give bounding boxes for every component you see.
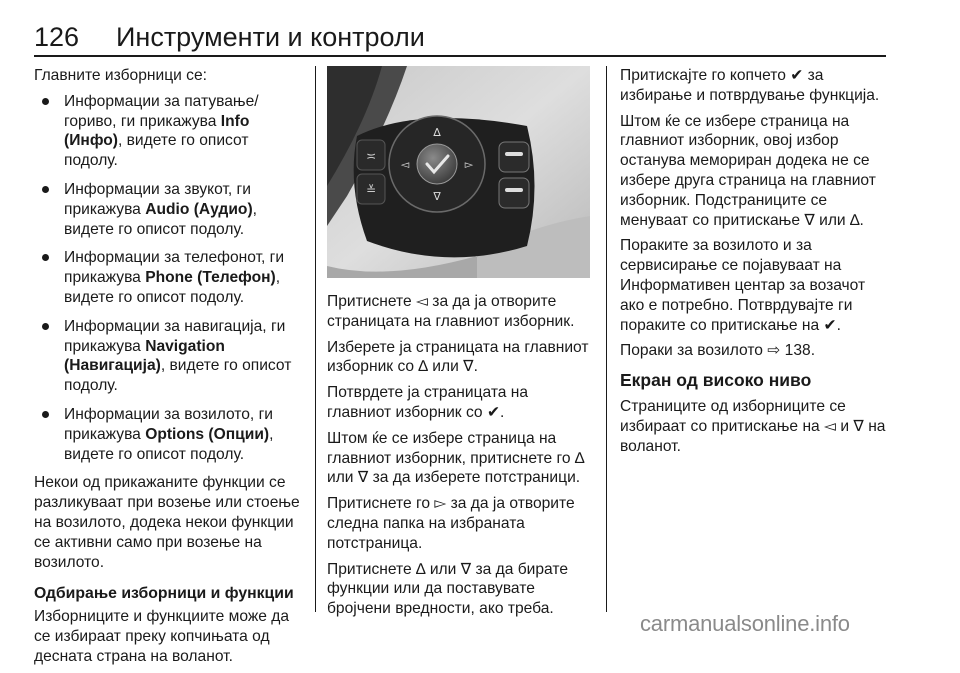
svg-text:≚: ≚ <box>365 183 377 197</box>
column-2 <box>327 66 595 625</box>
list-item: Информации за возилото, ги прикажува Options (Опции), видете го описот подолу. <box>34 405 300 464</box>
note-text: Некои од прикажаните функции се разликуваат при возење или стоење на возилото, додека некои функции се активни само при возење на возилото. <box>34 474 300 571</box>
section-body: Изборниците и функциите може да се избираат преку копчињата од десната страна на воланот. <box>34 608 290 665</box>
watermark: carmanualsonline.info <box>640 611 850 636</box>
bullet-icon <box>42 411 49 418</box>
column-3 <box>620 66 892 463</box>
column-divider-1 <box>315 66 316 612</box>
cross-reference: Пораки за возилото ⇨ 138. <box>620 342 816 360</box>
high-level-body: Страниците од изборниците се избираат со притискање на ◅ и ∇ на воланот. <box>620 398 886 455</box>
bullet-icon <box>42 323 49 330</box>
column-divider-2 <box>606 66 607 612</box>
column-1 <box>34 66 300 673</box>
instruction-3: Потврдете ја страницата на главниот изборник со ✔. <box>327 384 529 421</box>
page-header <box>34 22 886 52</box>
instruction-2: Изберете ја страницата на главниот изборник со ∆ или ∇. <box>327 338 589 376</box>
section-heading: Одбирање изборници и функции <box>34 585 294 603</box>
svg-text:∆: ∆ <box>433 126 441 139</box>
instruction-6: Притиснете ∆ или ∇ за да бирате функции или да поставувате бројчени вредности, ако треба. <box>327 560 569 618</box>
instruction-4: Штом ќе се избере страница на главниот изборник, притиснете го ∆ или ∇ за да изберете потстраници. <box>327 429 585 487</box>
section-heading-high-level: Екран од високо ниво <box>620 370 812 391</box>
chapter-title: Инструменти и контроли <box>116 22 425 52</box>
svg-text:▻: ▻ <box>464 158 474 171</box>
header-rule <box>34 55 886 57</box>
intro-text: Главните изборници се: <box>34 67 207 84</box>
bullet-icon <box>42 254 49 261</box>
list-item: Информации за патување/гориво, ги прикажува Info (Инфо), видете го описот подолу. <box>34 92 300 171</box>
confirm-text: Притискајте го копчето ✔ за избирање и потврдување функција. <box>620 67 880 104</box>
memory-text: Штом ќе се избере страница на главниот изборник, овој избор останува мемориран додека не се избере друга страница на главниот изборник. Подстраниците се менуваат со притискање ∇ или ∆. <box>620 112 876 229</box>
messages-text: Пораките за возилото и за сервисирање се појавуваат на Информативен центар за возачот ако е потребно. Потврдувајте ги пораките со притискање на ✔. <box>620 237 866 334</box>
svg-text:∇: ∇ <box>433 190 441 203</box>
svg-text:≍: ≍ <box>365 149 377 163</box>
list-item: Информации за звукот, ги прикажува Audio (Аудио), видете го описот подолу. <box>34 180 300 239</box>
list-item: Информации за навигација, ги прикажува Navigation (Навигација), видете го описот подолу. <box>34 317 300 396</box>
bullet-icon <box>42 186 49 193</box>
list-item: Информации за телефонот, ги прикажува Phone (Телефон), видете го описот подолу. <box>34 248 300 307</box>
bullet-icon <box>42 98 49 105</box>
menu-list <box>34 92 300 465</box>
steering-wheel-controls-photo <box>327 66 590 278</box>
page-number: 126 <box>34 22 80 52</box>
instruction-1: Притиснете ◅ за да ја отворите страницата на главниот изборник. <box>327 293 575 330</box>
instruction-5: Притиснете го ▻ за да ја отворите следна папка на избраната потстраница. <box>327 495 575 552</box>
svg-text:◅: ◅ <box>400 158 410 171</box>
